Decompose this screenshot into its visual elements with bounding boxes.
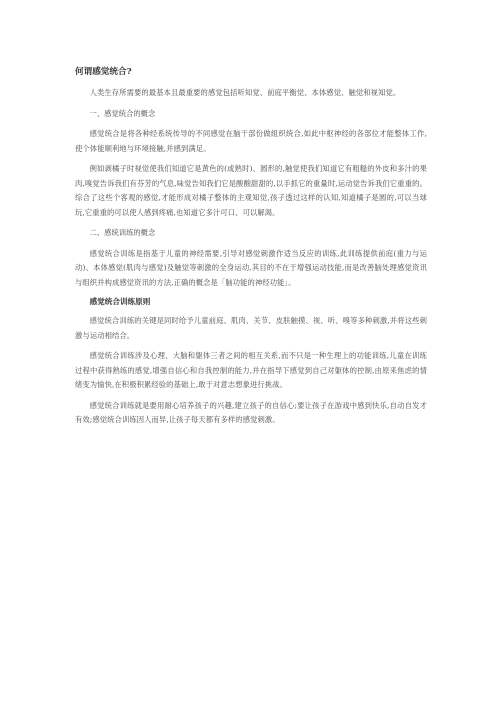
principle-heading: 感觉统合训练原则 <box>89 297 151 306</box>
document-body <box>75 66 427 428</box>
concept-paragraph-1: 感觉统合是将各种经系统传导的不同感觉在脑干部份做组织统合,如此中枢神经的各部位才能整体工作,使个体能顺利地与环境接触,并感到满足。 <box>75 129 427 153</box>
section-heading-training: 二、感统训练的概念 <box>89 228 156 237</box>
section-heading-concept: 一、感觉统合的概念 <box>89 108 156 118</box>
training-paragraph: 感觉统合训练是指基于儿童的神经需要,引导对感觉刺激作适当反应的训练,此训练提供前庭(重力与运动)、本体感觉(肌肉与感觉)及触觉等刺激的全身运动,其目的不在于增强运动技能,而是改善脑处理感觉资讯与组织并构成感觉资讯的方法,正确的概念是「脑功能的神经功能」。 <box>75 248 427 287</box>
document-title: 何谓感觉统合? <box>75 67 132 77</box>
intro-paragraph: 人类生存所需要的最基本且最重要的感觉包括听知觉、前庭平衡觉、本体感觉、触觉和视知觉。 <box>89 88 401 97</box>
principle-paragraph-3: 感觉统合训练就是要用耐心培养孩子的兴趣,建立孩子的自信心;要让孩子在游戏中感到快乐,自动自发才有效;感觉统合训练因人而异,让孩子每天都有多样的感觉刺激。 <box>75 400 427 424</box>
concept-paragraph-2: 例如剥橘子时视觉使我们知道它是黄色的(或熟时)、圆形的,触觉使我们知道它有粗糙的外皮和多汁的果肉,嗅觉告诉我们有芬芳的气息,味觉告知我们它是酸酸甜甜的,以手抓它的重量时,运动觉告诉我们它重重的。综合了这些个客观的感觉,才能形成对橘子整体的主观知觉,孩子透过这样的认知,知道橘子是圆的,可以当球玩,它重重的可以使人感到疼痛,也知道它多汁可口、可以解渴。 <box>75 164 427 217</box>
principle-paragraph-2: 感觉统合训练涉及心理、大脑和躯体三者之间的相互关系,而不只是一种生理上的功能训练,儿童在训练过程中获得熟练的感觉,增强自信心和自我控制的能力,并在指导下感觉到自己对躯体的控制,由原来焦虑的情绪变为愉快,在积极积累经验的基础上,敢于对意志想象进行挑战。 <box>75 351 427 389</box>
principle-paragraph-1: 感觉统合训练的关键是同时给予儿童前庭、肌肉、关节、皮肤触摸、视、听、嗅等多种刺激,并将这些刺激与运动相结合。 <box>75 316 427 340</box>
